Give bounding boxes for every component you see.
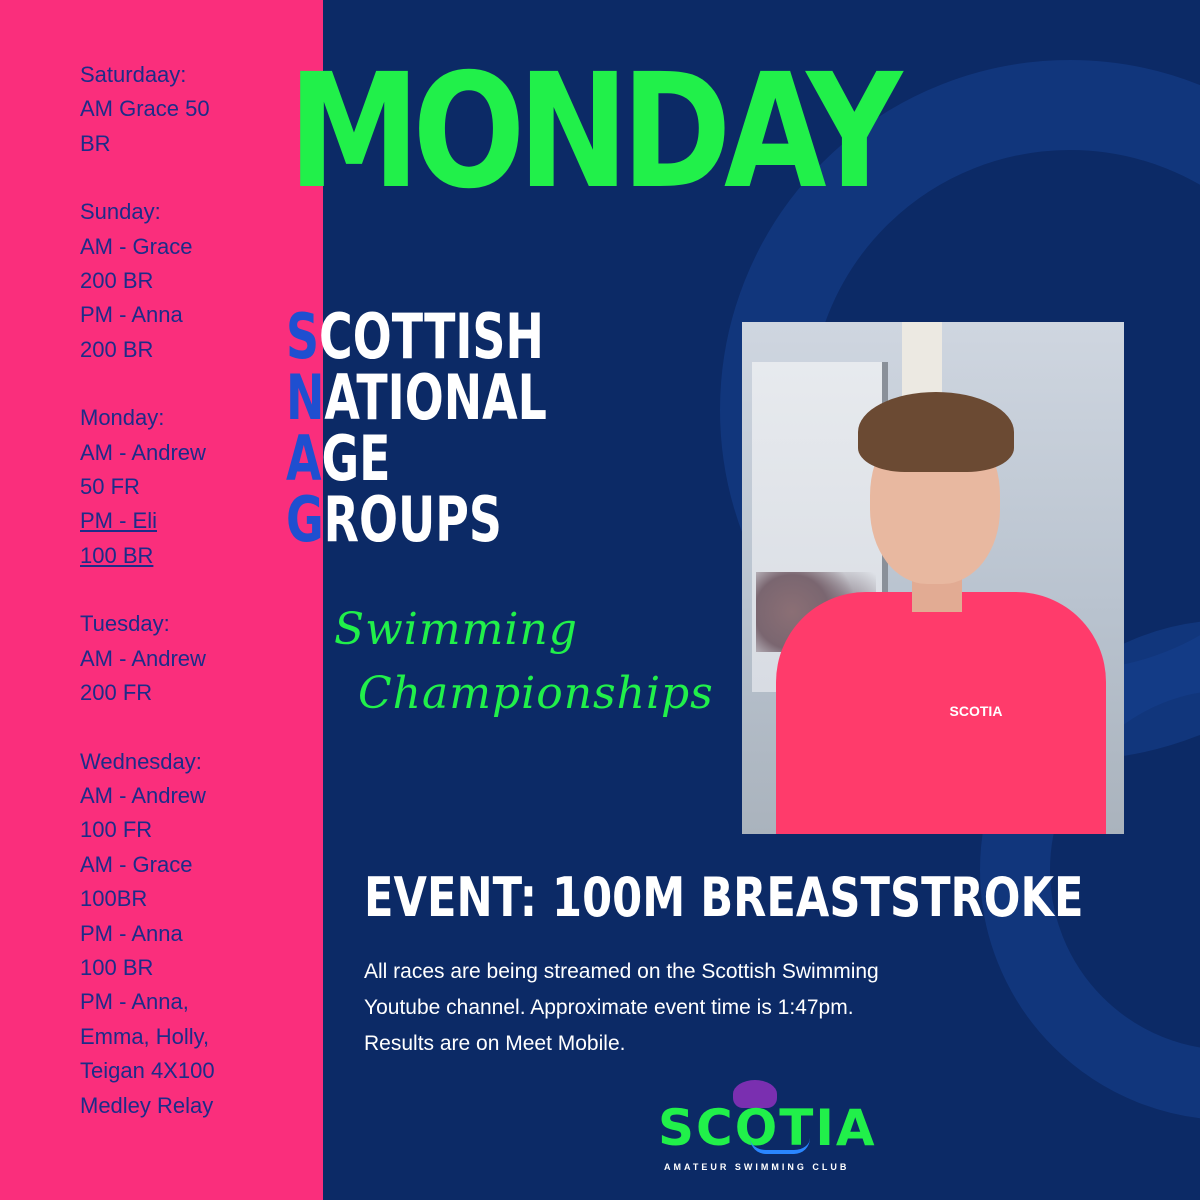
schedule-entry: Emma, Holly,	[80, 1023, 210, 1049]
schedule-day-label: Saturdaay:	[80, 62, 187, 87]
acronym-row	[286, 422, 547, 495]
schedule-entry: 200 FR	[80, 680, 153, 706]
swim-schedule	[80, 58, 320, 1157]
script-line: Swimming	[334, 604, 578, 655]
schedule-entry-highlighted: PM - Eli	[80, 508, 157, 534]
acronym-word: COTTISH	[319, 300, 544, 373]
info-line: Results are on Meet Mobile.	[364, 1032, 626, 1055]
schedule-entry: 200 BR	[80, 336, 154, 362]
acronym-row	[286, 300, 547, 373]
schedule-day-label: Tuesday:	[80, 611, 170, 637]
schedule-entry: AM - Andrew	[80, 782, 206, 808]
schedule-day-label: Monday:	[80, 405, 165, 431]
schedule-entry: 100 FR	[80, 817, 153, 843]
schedule-entry: AM - Andrew	[80, 645, 206, 671]
schedule-entry: 100BR	[80, 886, 148, 912]
club-logo	[658, 1080, 898, 1180]
schedule-entry: Teigan 4X100	[80, 1058, 215, 1084]
schedule-entry: 200 BR	[80, 268, 154, 294]
schedule-entry-highlighted: 100 BR	[80, 542, 154, 568]
championships-script-text	[334, 598, 714, 726]
schedule-entry: 100 BR	[80, 954, 154, 980]
schedule-day	[80, 745, 320, 1123]
acronym-word: ROUPS	[323, 483, 502, 556]
info-line: Youtube channel. Approximate event time is 1:47pm.	[364, 996, 854, 1019]
photo-shirt	[776, 592, 1106, 834]
swimmer-photo	[742, 322, 1124, 834]
schedule-day	[80, 401, 320, 573]
headline-day: MONDAY	[288, 40, 895, 224]
schedule-entry: PM - Anna,	[80, 989, 189, 1015]
schedule-day	[80, 58, 320, 161]
schedule-entry: AM - Andrew	[80, 439, 206, 465]
schedule-entry: 50 FR	[80, 474, 140, 500]
schedule-entry: AM - Grace	[80, 851, 193, 877]
info-line: All races are being streamed on the Scottish Swimming	[364, 960, 879, 983]
schedule-day-label: Wednesday:	[80, 748, 202, 774]
acronym-initial: G	[286, 483, 324, 556]
acronym-word: ATIONAL	[324, 361, 547, 434]
acronym-row	[286, 361, 547, 434]
acronym-row	[286, 483, 547, 556]
schedule-entry: AM Grace 50	[80, 96, 210, 122]
shirt-crest: SCOTIA	[949, 703, 1003, 719]
schedule-day	[80, 195, 320, 367]
schedule-day-label: Sunday:	[80, 199, 161, 225]
logo-wordmark: SCOTIA	[658, 1099, 877, 1157]
logo-tagline: AMATEUR SWIMMING CLUB	[664, 1162, 850, 1172]
acronym-initial: N	[286, 361, 325, 434]
event-title: EVENT: 100M BREASTSTROKE	[364, 866, 1084, 929]
snag-acronym-title	[286, 300, 547, 556]
schedule-sidebar	[0, 0, 323, 1200]
schedule-entry: BR	[80, 130, 111, 156]
acronym-initial: A	[286, 422, 322, 495]
schedule-day	[80, 607, 320, 710]
acronym-initial: S	[286, 300, 320, 373]
schedule-entry: PM - Anna	[80, 302, 183, 328]
wave-icon	[750, 1138, 810, 1154]
schedule-entry: AM - Grace	[80, 233, 193, 259]
schedule-entry: PM - Anna	[80, 920, 183, 946]
acronym-word: GE	[321, 422, 391, 495]
photo-hair	[858, 392, 1014, 472]
event-info	[364, 954, 1084, 1062]
script-line: Championships	[358, 668, 714, 719]
schedule-entry: Medley Relay	[80, 1092, 214, 1118]
